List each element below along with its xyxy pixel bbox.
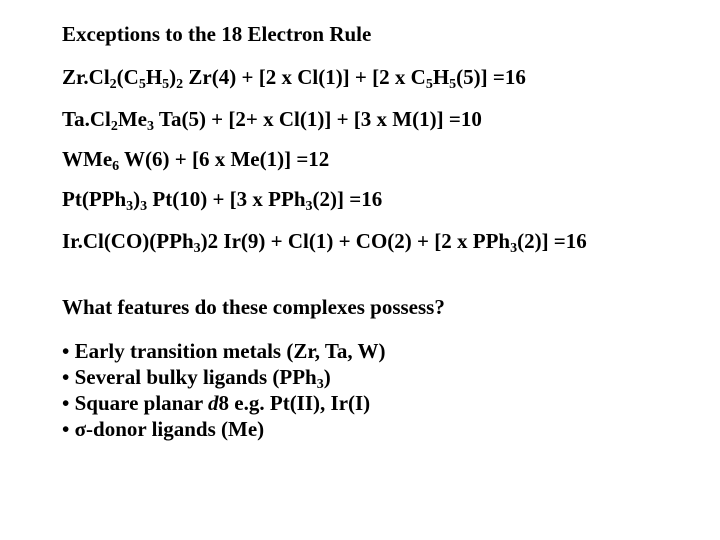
- equation-tungsten: [62, 147, 330, 174]
- formula-part: Me: [117, 107, 147, 131]
- list-item: [62, 364, 386, 390]
- list-item-text: Early transition metals (Zr, Ta, W): [69, 339, 386, 363]
- formula-subscript: 5: [162, 77, 170, 92]
- bullet-marker: •: [62, 365, 70, 389]
- count-part: Ir(9) + Cl(1) + CO(2) + [2 x PPh: [218, 229, 511, 253]
- count-part: (5)] =16: [456, 65, 526, 89]
- formula-part: )2: [200, 229, 219, 253]
- formula-subscript: 2: [176, 77, 184, 92]
- formula-part: H: [145, 65, 163, 89]
- count-subscript: 5: [425, 77, 433, 92]
- count-part: H: [432, 65, 450, 89]
- bullet-marker: •: [62, 417, 70, 441]
- question-text: What features do these complexes possess?: [62, 295, 445, 319]
- list-item-text-end: ): [323, 365, 331, 389]
- formula-subscript: 3: [126, 199, 134, 214]
- count-subscript: 3: [510, 241, 518, 256]
- count-part: Ta(5) + [2+ x Cl(1)] + [3 x M(1)] =10: [154, 107, 482, 131]
- list-item-italic: d: [208, 391, 219, 415]
- formula-subscript: 2: [110, 119, 118, 134]
- count-subscript: 5: [449, 77, 457, 92]
- formula-subscript: 2: [109, 77, 117, 92]
- equation-zirconocene: [62, 65, 526, 92]
- formula-subscript: 3: [140, 199, 148, 214]
- equation-tantalum: [62, 107, 482, 134]
- count-subscript: 3: [305, 199, 313, 214]
- formula-part: Zr.Cl: [62, 65, 110, 89]
- formula-part: Ta.Cl: [62, 107, 111, 131]
- formula-part: WMe: [62, 147, 113, 171]
- list-item-text: 8 e.g. Pt(II), Ir(I): [218, 391, 371, 415]
- count-part: Zr(4) + [2 x Cl(1)] + [2 x C: [183, 65, 426, 89]
- count-part: Pt(10) + [3 x PPh: [147, 187, 306, 211]
- list-item-subscript: 3: [316, 377, 324, 392]
- formula-part: (C: [116, 65, 139, 89]
- bullet-marker: •: [62, 339, 70, 363]
- list-item: [62, 416, 386, 442]
- formula-subscript: 5: [138, 77, 146, 92]
- formula-subscript: 6: [112, 159, 120, 174]
- list-item: [62, 390, 386, 416]
- slide-title: Exceptions to the 18 Electron Rule: [62, 22, 372, 46]
- formula-subscript: 3: [193, 241, 201, 256]
- count-part: (2)] =16: [517, 229, 587, 253]
- list-item-text-start: Square planar: [69, 391, 209, 415]
- count-part: W(6) + [6 x Me(1)] =12: [119, 147, 330, 171]
- formula-part: Ir.Cl(CO)(PPh: [62, 229, 194, 253]
- formula-part: Pt(PPh: [62, 187, 127, 211]
- feature-list: [62, 338, 386, 442]
- formula-part: ): [169, 65, 177, 89]
- list-item-text: σ-donor ligands (Me): [69, 417, 265, 441]
- equation-platinum: [62, 187, 383, 214]
- formula-subscript: 3: [147, 119, 154, 134]
- formula-part: ): [133, 187, 141, 211]
- count-part: (2)] =16: [312, 187, 383, 211]
- bullet-marker: •: [62, 391, 70, 415]
- equation-iridium: [62, 229, 587, 256]
- list-item-text: Several bulky ligands (PPh: [69, 365, 317, 389]
- list-item: [62, 338, 386, 364]
